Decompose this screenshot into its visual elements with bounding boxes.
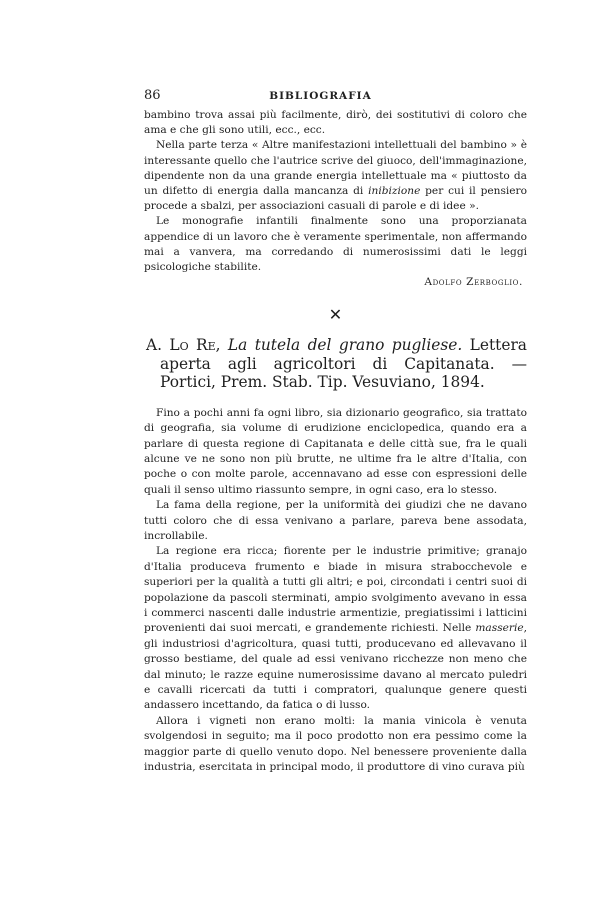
review-paragraph-2-tail: per cui il pensiero procede a sbalzi, per associazioni casuali di parole e di idee ». (144, 185, 527, 213)
article-paragraph-4: Allora i vigneti non erano molti: la mania vinicola è venuta svolgendosi in seguito; ma il poco prodotto non era pessimo come la maggior parte di quello venuto dopo. Nel benessere proveniente dalla industria, esercitata in principal modo, il produttore di vino curava più (144, 714, 527, 774)
section-divider-ornament: ✕ (328, 305, 343, 325)
reviewer-signature: Adolfo Zerboglio. (424, 276, 523, 289)
running-head: BIBLIOGRAFIA (269, 90, 372, 102)
article-paragraph-2: La fama della regione, per la uniformità dei giudizi che ne davano tutti coloro che di essa venivano a parlare, pareva bene assodata, incrollabile. (144, 499, 527, 542)
bibliographic-citation (146, 336, 527, 392)
review-paragraph-1: bambino trova assai più facilmente, dirò, dei sostitutivi di coloro che ama e che gli sono utili, ecc., ecc. (144, 109, 527, 137)
article-paragraph-1: Fino a pochi anni fa ogni libro, sia dizionario geografico, sia trattato di geografia, sia volume di erudizione enciclopedica, quando era a parlare di questa regione di Capitanata e delle città sue, fra le quali alcune ve ne sono non più brutte, ne ultime fra le altre d'Italia, con poche o con molte parole, accennavano ad esse con espressioni delle quali il senso ultimo riassunto sempre, in ogni caso, era lo stesso. (144, 406, 527, 496)
article-paragraph-3 (144, 544, 527, 713)
article-paragraph-3-head: La regione era ricca; fiorente per le industrie primitive; granajo d'Italia produceva frumento e biade in misura strabocchevole e superiori per la qualità a tutti gli altri; e poi, circondati i centri suoi di popolazione da pascoli sterminati, ampio svolgimento avevano in essa i commerci nascenti dalle industrie armentizie, pregiatissimi i latticini provenienti dai suoi mercati, e grandemente richiesti. Nelle (144, 545, 527, 635)
book-page (144, 88, 527, 775)
review-section (144, 108, 527, 290)
italic-term-masserie: masserie (475, 622, 524, 635)
article-paragraph-3-tail: , gli industriosi d'agricoltura, quasi tutti, producevano ed allevavano il grosso bestiame, del quale ad essi venivano ricchezze non meno che dal minuto; le razze equine numerosissime davano al mercato puledri e cavalli ricercati da tutti i compratori, qualunque genere questi andassero incettando, da fatica o di lusso. (144, 622, 527, 712)
citation-details: Lettera aperta agli agricoltori di Capitanata. — Portici, Prem. Stab. Tip. Vesuviano, 1894. (160, 336, 527, 392)
review-paragraph-2-text: Nella parte terza « Altre manifestazioni intellettuali del bambino » è interessante quello che l'autrice scrive del giuoco, dell'immaginazione, dipendente non da una grande energia intellettuale ma « piuttosto da un difetto di energia dalla mancanza di (144, 139, 527, 198)
italic-term-inibizione: inibizione (368, 185, 421, 198)
page-header (144, 88, 527, 108)
review-paragraph-3: Le monografie infantili finalmente sono una proporzianata appendice di un lavoro che è veramente sperimentale, non affermando mai a vanvera, ma corredando di numerosissimi dati le leggi psicologiche stabilite. (144, 215, 527, 274)
citation-author: A. Lo Re, (146, 336, 221, 355)
page-number: 86 (144, 88, 161, 103)
review-paragraph-2 (144, 138, 527, 214)
citation-title: La tutela del grano pugliese. (227, 336, 463, 355)
article-body (144, 406, 527, 776)
